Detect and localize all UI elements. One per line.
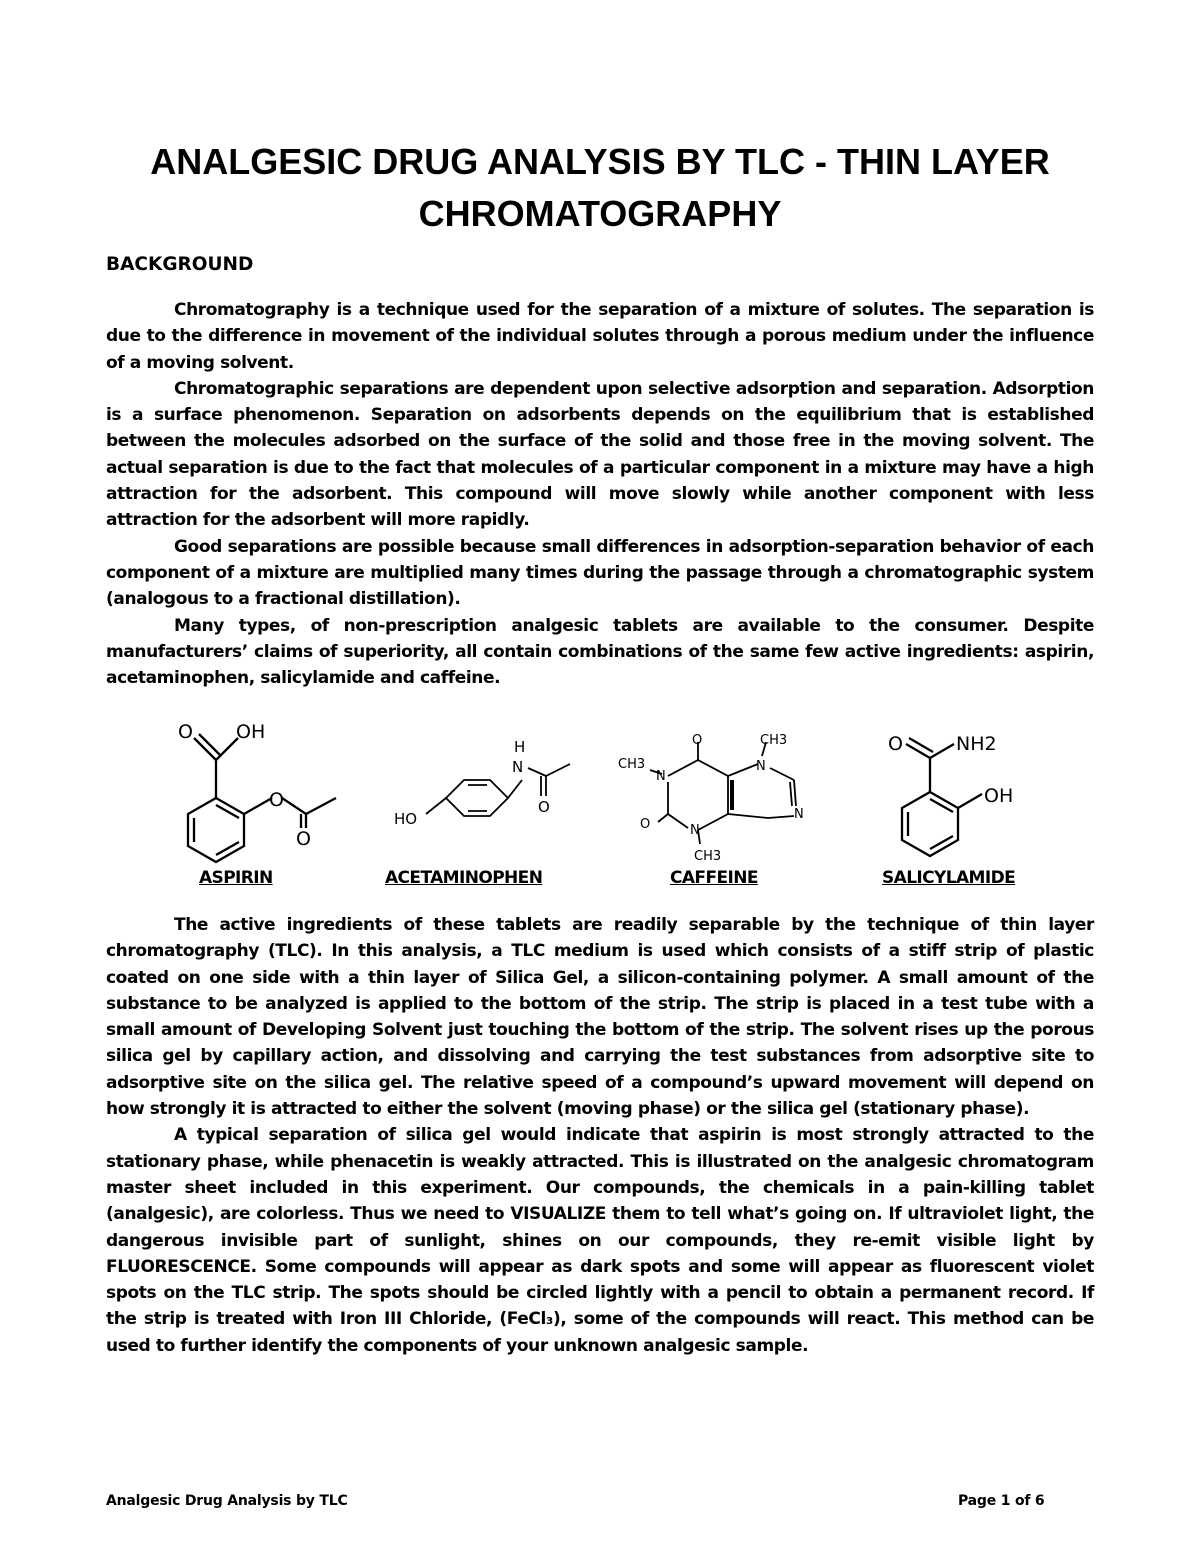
salicylamide-caption: SALICYLAMIDE: [882, 868, 1016, 888]
atom-label: O: [640, 817, 651, 832]
page-title: ANALGESIC DRUG ANALYSIS BY TLC - THIN LAYER CHROMATOGRAPHY: [150, 141, 1050, 234]
atom-label: CH3: [618, 757, 646, 772]
atom-label: OH: [236, 721, 266, 743]
atom-label: N: [690, 823, 700, 838]
atom-label: NH2: [956, 733, 997, 755]
caffeine-caption: CAFFEINE: [670, 868, 758, 888]
section-heading: BACKGROUND: [106, 254, 254, 275]
background-text: [106, 297, 1094, 691]
paragraph: Good separations are possible because small differences in adsorption-separation behavior of each component of a mixture are multiplied many times during the passage through a chromatographic system (analogous to a fractional distillation).: [106, 536, 1094, 610]
atom-label: O: [888, 733, 903, 755]
atom-label: CH3: [694, 849, 722, 864]
paragraph: The active ingredients of these tablets are readily separable by the technique of thin layer chromatography (TLC). In this analysis, a TLC medium is used which consists of a stiff strip of plastic coated on one side with a thin layer of Silica Gel, a silicon-containing polymer. A small amount of the substance to be analyzed is applied to the bottom of the strip. The strip is placed in a test tube with a small amount of Developing Solvent just touching the bottom of the strip. The solvent rises up the porous silica gel by capillary action, and dissolving and carrying the test substances from adsorptive site to adsorptive site on the silica gel. The relative speed of a compound’s upward movement will depend on how strongly it is attracted to either the solvent (moving phase) or the silica gel (stationary phase).: [106, 915, 1094, 1120]
tlc-description-text: [106, 912, 1094, 1359]
atom-label: N: [794, 807, 804, 822]
paragraph: A typical separation of silica gel would indicate that aspirin is most strongly attracted to the stationary phase, while phenacetin is weakly attracted. This is illustrated on the analgesic chromatogram master sheet included in this experiment. Our compounds, the chemicals in a pain-killing tablet (analgesic), are colorless. Thus we need to VISUALIZE them to tell what’s going on. If ultraviolet light, the dangerous invisible part of sunlight, shines on our compounds, they re-emit visible light by FLUORESCENCE. Some compounds will appear as dark spots and some will appear as fluorescent violet spots on the TLC strip. The spots should be circled lightly with a pencil to obtain a permanent record. If the strip is treated with Iron III Chloride, (FeCl₃), some of the compounds will react. This method can be used to further identify the components of your unknown analgesic sample.: [106, 1125, 1094, 1356]
atom-label: N: [656, 769, 666, 784]
atom-label: O: [296, 828, 311, 850]
caffeine-structure: [610, 730, 830, 865]
paragraph: Chromatographic separations are dependent upon selective adsorption and separation. Adsorption is a surface phenomenon. Separation on adsorbents depends on the equilibrium that is established between the molecules adsorbed on the surface of the solid and those free in the moving solvent. The actual separation is due to the fact that molecules of a particular component in a mixture may have a high attraction for the adsorbent. This compound will move slowly while another component with less attraction for the adsorbent will more rapidly.: [106, 378, 1094, 531]
aspirin-caption: ASPIRIN: [199, 868, 273, 888]
atom-label: N: [512, 758, 524, 776]
aspirin-structure: [160, 712, 360, 872]
acetaminophen-structure: [384, 734, 584, 844]
acetaminophen-caption: ACETAMINOPHEN: [385, 868, 543, 888]
salicylamide-structure: [872, 722, 1052, 867]
paragraph: Many types, of non-prescription analgesic tablets are available to the consumer. Despite manufacturers’ claims of superiority, all contain combinations of the same few active ingredients: aspirin, acetaminophen, salicylamide and caffeine.: [106, 615, 1094, 689]
atom-label: O: [692, 733, 703, 748]
atom-label: H: [514, 738, 526, 756]
atom-label: OH: [984, 785, 1014, 807]
atom-label: O: [269, 789, 284, 811]
atom-label: HO: [394, 810, 418, 828]
atom-label: CH3: [760, 733, 788, 748]
atom-label: O: [538, 798, 550, 816]
footer-document-title: Analgesic Drug Analysis by TLC: [106, 1493, 348, 1509]
paragraph: Chromatography is a technique used for the separation of a mixture of solutes. The separation is due to the difference in movement of the individual solutes through a porous medium under the influence of a moving solvent.: [106, 300, 1094, 373]
atom-label: O: [178, 721, 193, 743]
atom-label: N: [756, 759, 766, 774]
footer-page-number: Page 1 of 6: [958, 1493, 1045, 1509]
